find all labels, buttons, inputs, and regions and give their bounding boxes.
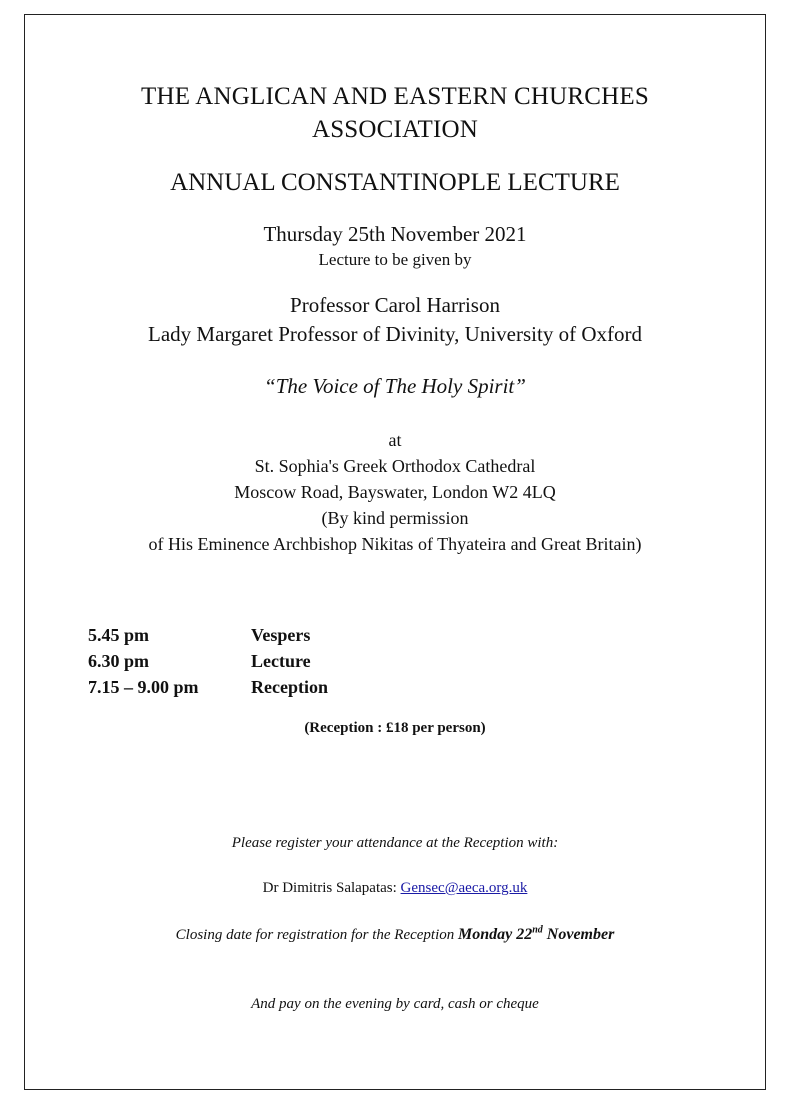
talk-title: “The Voice of The Holy Spirit” bbox=[264, 374, 526, 398]
venue-name: St. Sophia's Greek Orthodox Cathedral bbox=[254, 456, 536, 476]
venue-address: Moscow Road, Bayswater, London W2 4LQ bbox=[234, 482, 556, 502]
schedule-row bbox=[88, 674, 328, 700]
speaker-title: Lady Margaret Professor of Divinity, University of Oxford bbox=[148, 322, 642, 346]
closing-date-ordinal: nd bbox=[532, 924, 543, 936]
schedule-item: Lecture bbox=[251, 651, 311, 671]
schedule-item: Reception bbox=[251, 677, 328, 697]
organization-title-line2: ASSOCIATION bbox=[311, 116, 479, 143]
closing-date-prefix: Closing date for registration for the Reception bbox=[175, 927, 458, 943]
schedule-row bbox=[88, 622, 328, 648]
contact-name: Dr Dimitris Salapatas: bbox=[262, 880, 401, 896]
organization-title bbox=[24, 80, 766, 146]
schedule-table bbox=[88, 622, 328, 700]
schedule-time: 5.45 pm bbox=[88, 625, 150, 645]
speaker-block bbox=[24, 291, 766, 349]
schedule-time: 6.30 pm bbox=[88, 651, 150, 671]
lecture-title: ANNUAL CONSTANTINOPLE LECTURE bbox=[170, 169, 620, 196]
schedule-time: 7.15 – 9.00 pm bbox=[88, 677, 199, 697]
speaker-name: Professor Carol Harrison bbox=[290, 293, 500, 317]
organization-title-line1: THE ANGLICAN AND EASTERN CHURCHES bbox=[140, 83, 649, 110]
event-date: Thursday 25th November 2021 bbox=[263, 222, 527, 246]
closing-date-main: Monday 22 bbox=[458, 926, 533, 943]
venue-permission-line2: of His Eminence Archbishop Nikitas of Thyateira and Great Britain) bbox=[148, 534, 642, 554]
closing-date-month: November bbox=[542, 926, 615, 943]
registration-note: Please register your attendance at the Reception with: bbox=[231, 835, 559, 851]
payment-note: And pay on the evening by card, cash or cheque bbox=[251, 996, 539, 1012]
reception-price: (Reception : £18 per person) bbox=[304, 720, 486, 736]
closing-date-line bbox=[24, 922, 766, 948]
contact-email-link[interactable]: Gensec@aeca.org.uk bbox=[400, 880, 528, 896]
venue-permission-line1: (By kind permission bbox=[321, 508, 469, 528]
venue-at: at bbox=[388, 430, 402, 450]
closing-date bbox=[458, 926, 614, 943]
given-by-text: Lecture to be given by bbox=[318, 250, 472, 269]
schedule-row bbox=[88, 648, 328, 674]
contact-line bbox=[24, 877, 766, 899]
schedule-item: Vespers bbox=[251, 625, 311, 645]
venue-block bbox=[24, 427, 766, 557]
